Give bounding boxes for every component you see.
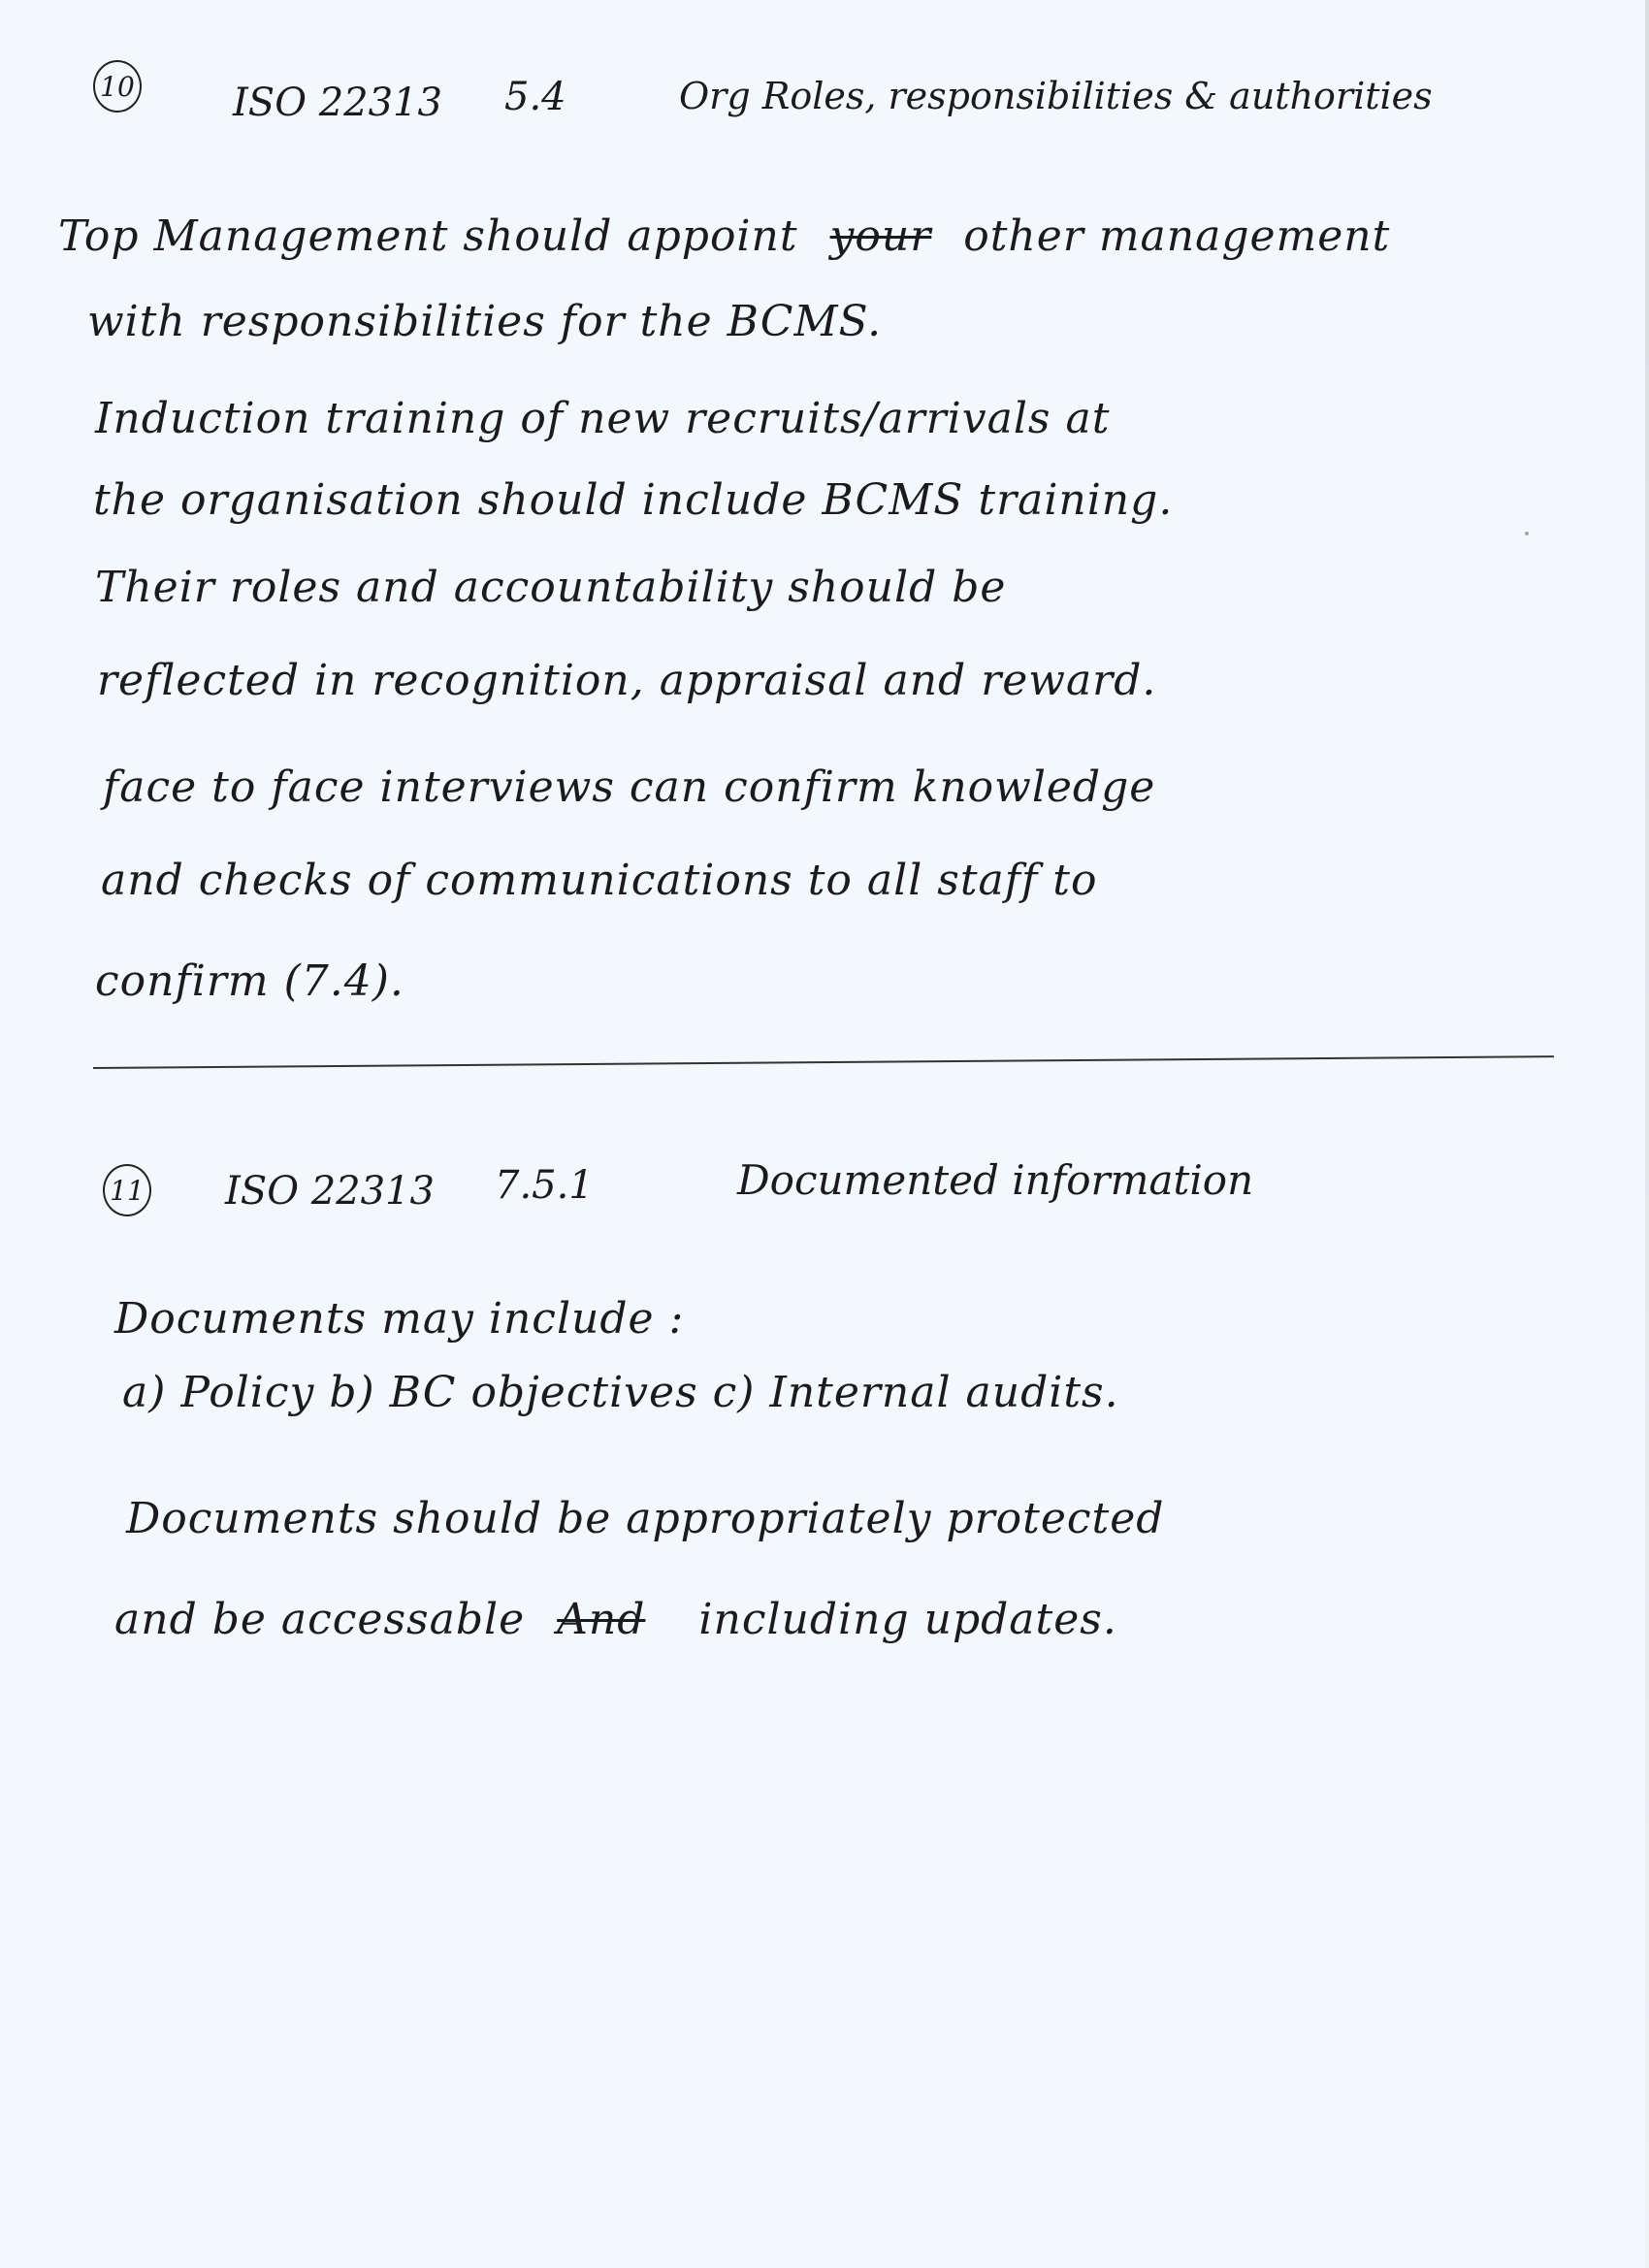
note-line: and checks of communications to all staff to [101,856,1098,905]
section-number-10 [93,60,142,113]
note-line: confirm (7.4). [95,956,404,1006]
scan-speck [1525,532,1529,535]
note-line: with responsibilities for the BCMS. [87,297,883,346]
note-line: Documents should be appropriately protected [126,1494,1165,1543]
note-text: including updates. [698,1595,1117,1644]
struck-word: your [829,211,932,261]
section-title-11: Documented information [737,1156,1254,1204]
note-line: face to face interviews can confirm knowledge [103,762,1156,812]
note-line [58,211,1391,261]
note-line: Documents may include : [114,1294,685,1344]
note-text: other management [963,211,1391,261]
note-line: Their roles and accountability should be [95,563,1007,612]
note-line: a) Policy b) BC objectives c) Internal audits. [122,1368,1119,1417]
clause-ref-10: 5.4 [504,75,566,119]
section-title-10: Org Roles, responsibilities & authorities [679,75,1433,117]
note-text: Top Management should appoint [58,211,798,261]
struck-word: And [557,1595,646,1644]
clause-ref-11: 7.5.1 [495,1163,594,1208]
note-text: and be accessable [114,1595,526,1644]
section-divider [93,1055,1554,1069]
section-number-text: 10 [100,70,135,103]
note-line: the organisation should include BCMS training. [93,475,1174,525]
standard-ref-11: ISO 22313 [225,1169,435,1214]
section-number-text: 11 [110,1174,145,1207]
scan-edge [1645,0,1649,2268]
standard-ref-10: ISO 22313 [233,81,442,125]
section-number-11 [103,1164,151,1216]
note-line: reflected in recognition, appraisal and reward. [97,656,1157,705]
note-line: Induction training of new recruits/arrivals at [95,394,1111,443]
note-line [114,1595,1117,1644]
